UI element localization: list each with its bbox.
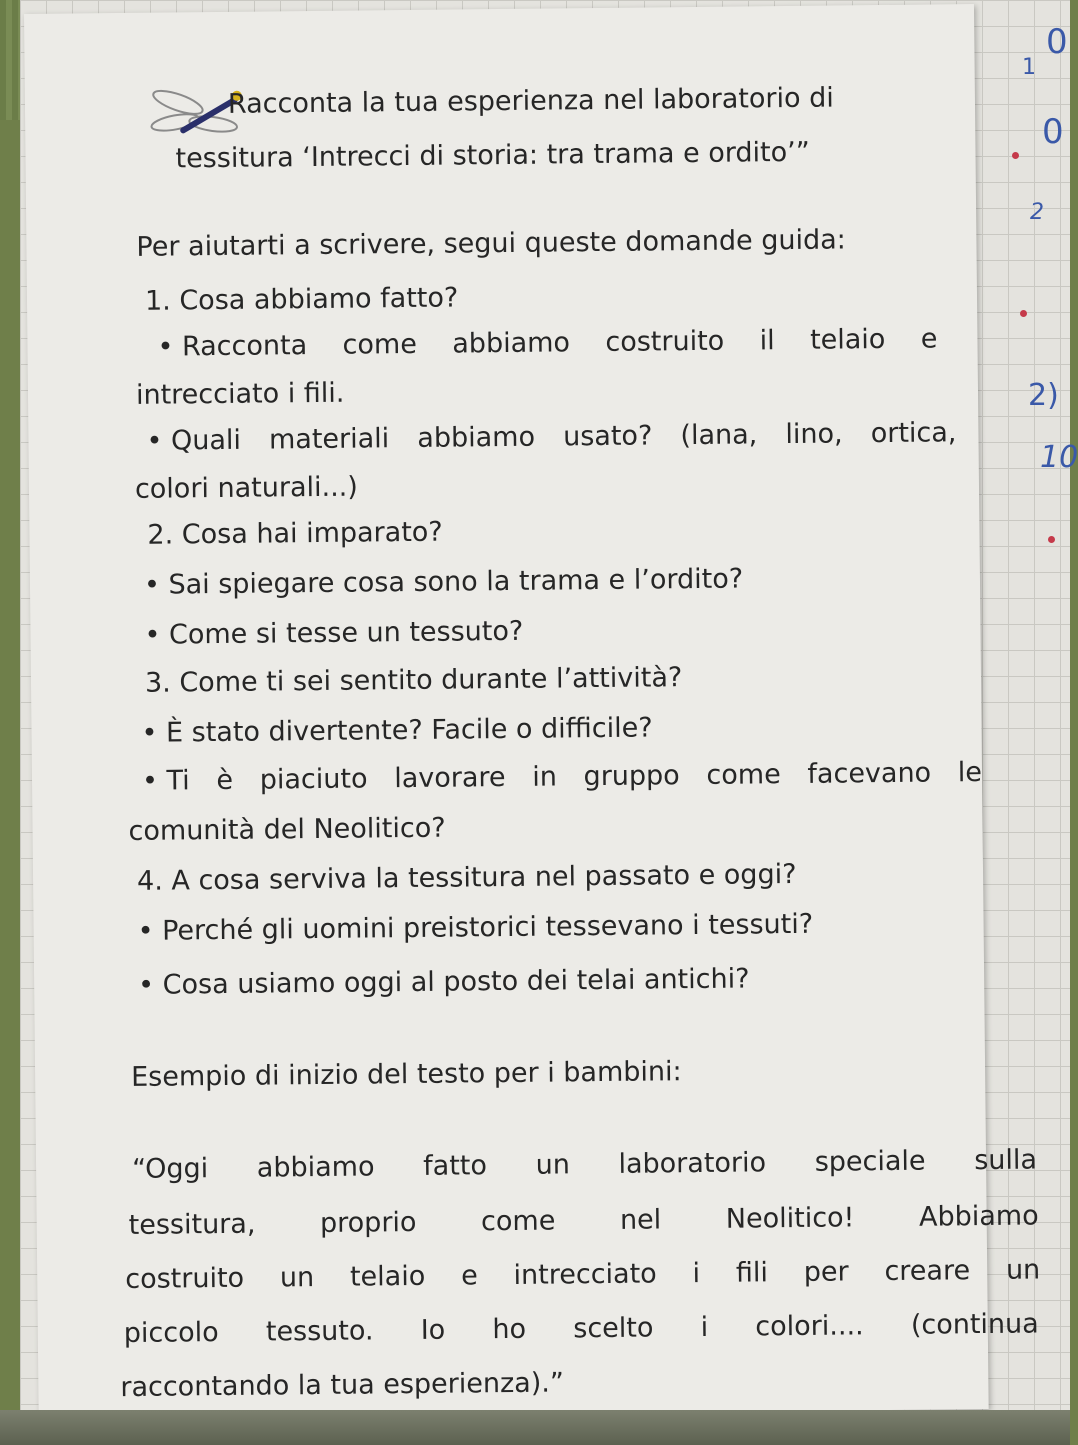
handwritten-mark: 0 (1046, 22, 1068, 62)
red-dot (1012, 152, 1019, 159)
handwritten-mark: 2) (1028, 378, 1059, 413)
example-heading: Esempio di inizio del testo per i bambini: (130, 1056, 682, 1093)
worksheet (24, 4, 1041, 1419)
example-line-2: tessitura, proprio come nel Neolitico! Abbiamo (128, 1200, 1039, 1241)
question-1-bullet-1-cont: intrecciato i fili. (135, 377, 345, 411)
example-line-5: raccontando la tua esperienza).” (120, 1367, 565, 1404)
question-4-bullet-2: • Cosa usiamo oggi al posto dei telai antichi? (138, 963, 750, 1001)
handwritten-mark: 1 (1022, 55, 1036, 80)
question-2-bullet-2: • Come si tesse un tessuto? (144, 615, 524, 651)
question-1-bullet-2: • Quali materiali abbiamo usato? (lana, lino, ortica, (146, 417, 957, 457)
red-dot (1048, 536, 1055, 543)
handwritten-mark: 0 (1042, 112, 1064, 152)
handwritten-mark: 10 (1040, 440, 1078, 475)
example-line-1: “Oggi abbiamo fatto un laboratorio speciale sulla (131, 1144, 1038, 1185)
question-3-bullet-2: • Ti è piaciuto lavorare in gruppo come facevano le (141, 757, 983, 797)
question-3-bullet-1: • È stato divertente? Facile o difficile? (141, 712, 653, 749)
page-title-cont: tessitura ‘Intrecci di storia: tra trama e ordito’” (175, 136, 810, 175)
question-3-heading: 3. Come ti sei sentito durante l’attività? (144, 662, 683, 699)
question-1-heading: 1. Cosa abbiamo fatto? (144, 282, 459, 317)
page-bottom-edge (0, 1410, 1070, 1445)
handwritten-mark: 2 (1030, 200, 1044, 225)
example-line-3: costruito un telaio e intrecciato i fili per creare un (125, 1254, 1041, 1296)
intro-text: Per aiutarti a scrivere, segui queste domande guida: (136, 224, 846, 263)
red-dot (1020, 310, 1027, 317)
question-2-heading: 2. Cosa hai imparato? (147, 516, 443, 551)
page-title: Racconta la tua esperienza nel laboratorio di (227, 82, 834, 120)
question-2-bullet-1: • Sai spiegare cosa sono la trama e l’ordito? (143, 563, 744, 601)
question-3-bullet-2-cont: comunità del Neolitico? (128, 812, 446, 847)
example-line-4: piccolo tessuto. Io ho scelto i colori.... (continua (123, 1308, 1039, 1350)
question-4-bullet-1: • Perché gli uomini preistorici tessevano i tessuti? (137, 908, 814, 947)
question-1-bullet-1: • Racconta come abbiamo costruito il telaio e (157, 323, 938, 363)
question-4-heading: 4. A cosa serviva la tessitura nel passato e oggi? (136, 858, 797, 897)
question-1-bullet-2-cont: colori naturali...) (134, 471, 358, 505)
